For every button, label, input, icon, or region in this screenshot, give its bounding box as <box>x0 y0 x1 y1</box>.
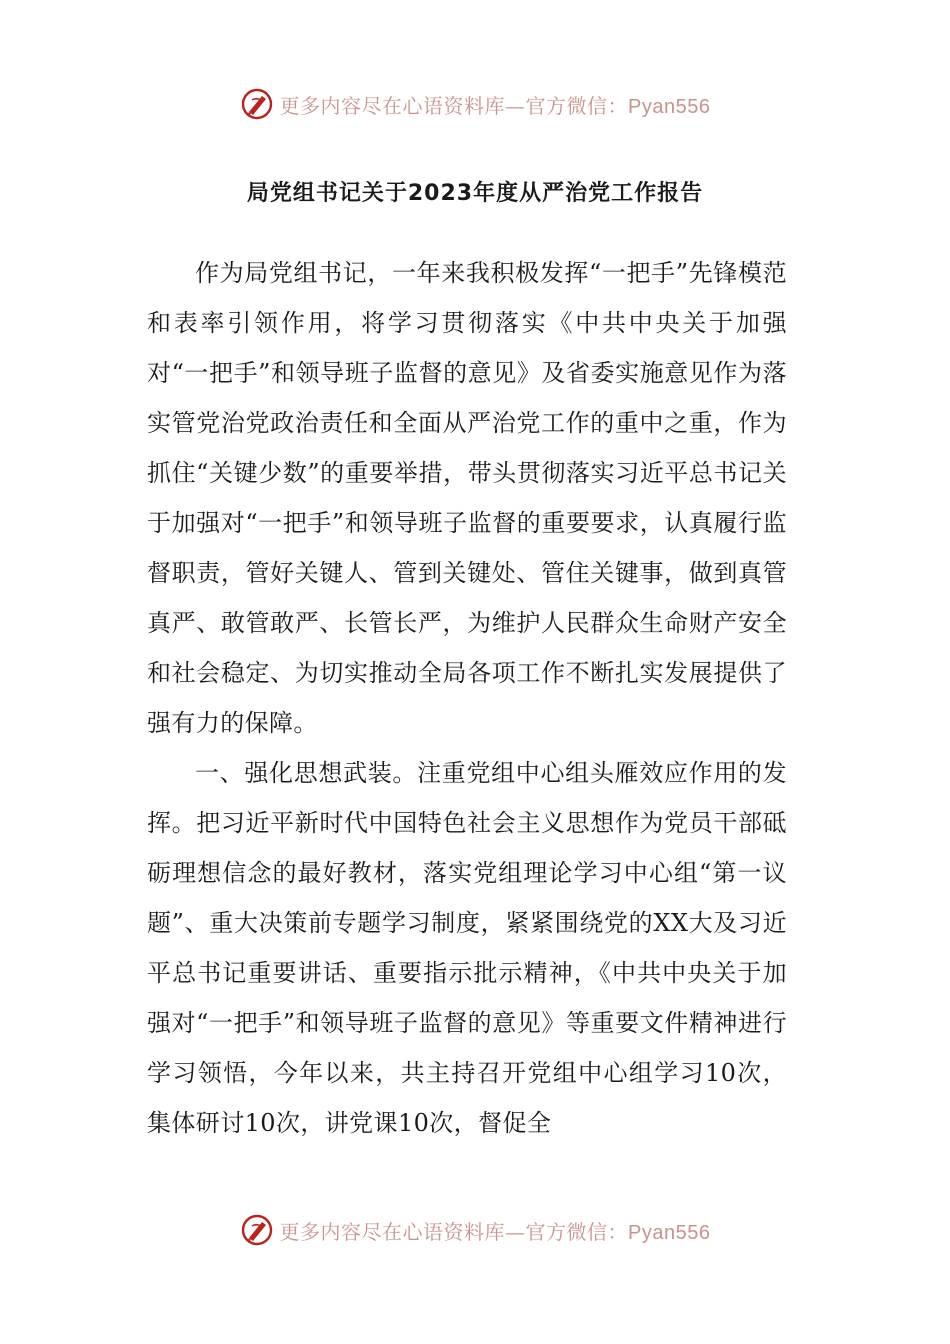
banner-wechat-label: 官方微信： <box>525 93 629 118</box>
pen-logo-icon <box>240 1213 274 1247</box>
header-watermark-banner <box>0 84 950 124</box>
banner-wechat-id: Pyan556 <box>628 1221 711 1244</box>
document-title: 局党组书记关于2023年度从严治党工作报告 <box>246 181 704 206</box>
document-body <box>147 248 787 1148</box>
pen-logo-icon <box>240 87 274 121</box>
banner-dash: — <box>505 93 526 118</box>
banner-slogan: 更多内容尽在心语资料库 <box>279 93 506 118</box>
paragraph-intro: 作为局党组书记，一年来我积极发挥“一把手”先锋模范和表率引领作用，将学习贯彻落实《中共中央关于加强对“一把手”和领导班子监督的意见》及省委实施意见作为落实管党治党政治责任和全面从严治党工作的重中之重，作为抓住“关键少数”的重要举措，带头贯彻落实习近平总书记关于加强对“一把手”和领导班子监督的重要要求，认真履行监督职责，管好关键人、管到关键处、管住关键事，做到真管真严、敢管敢严、长管长严，为维护人民群众生命财产安全和社会稳定、为切实推动全局各项工作不断扎实发展提供了强有力的保障。 <box>147 259 787 737</box>
banner-wechat-id: Pyan556 <box>628 95 711 118</box>
paragraph-section-one: 一、强化思想武装。注重党组中心组头雁效应作用的发挥。把习近平新时代中国特色社会主义思想作为党员干部砥砺理想信念的最好教材，落实党组理论学习中心组“第一议题”、重大决策前专题学习制度，紧紧围绕党的XX大及习近平总书记重要讲话、重要指示批示精神，《中共中央关于加强对“一把手”和领导班子监督的意见》等重要文件精神进行学习领悟，今年以来，共主持召开党组中心组学习10次，集体研讨10次，讲党课10次，督促全 <box>147 759 787 1137</box>
footer-watermark-banner <box>0 1210 950 1250</box>
banner-slogan: 更多内容尽在心语资料库 <box>279 1219 506 1244</box>
banner-wechat-label: 官方微信： <box>525 1219 629 1244</box>
banner-dash: — <box>505 1219 526 1244</box>
